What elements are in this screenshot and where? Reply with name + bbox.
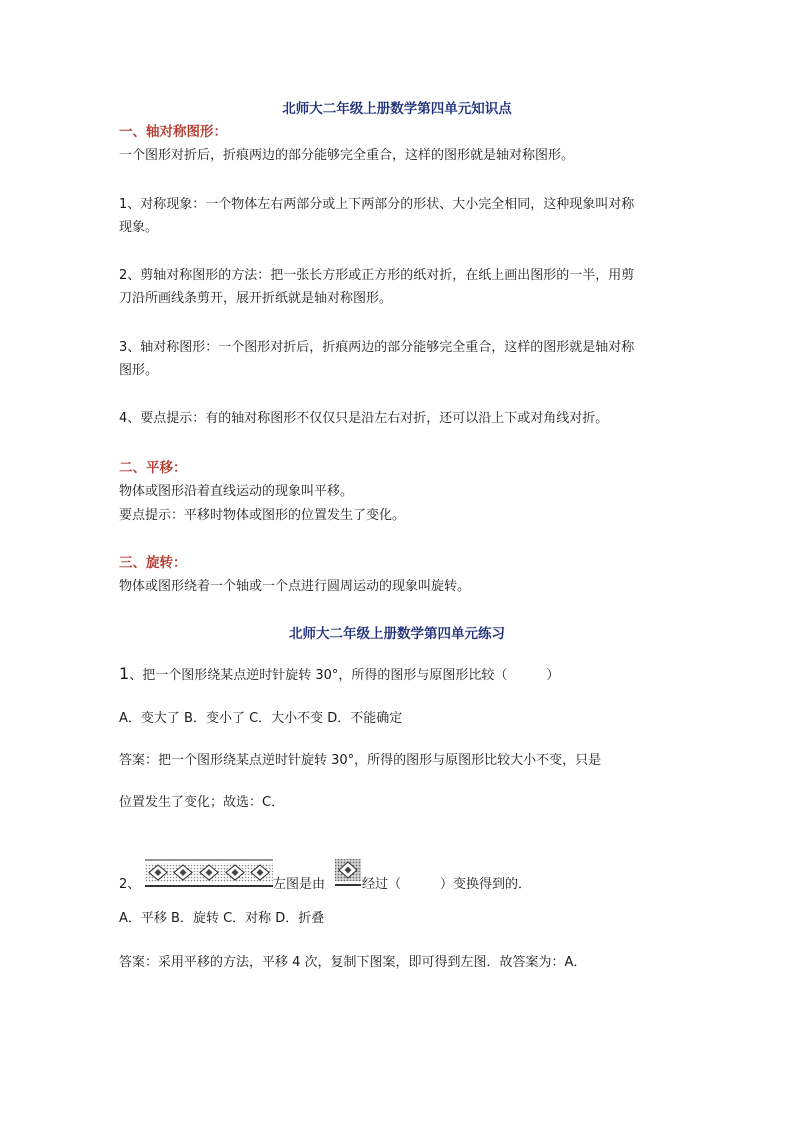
question2-text-end: 经过（ ）变换得到的．	[362, 877, 532, 892]
knowledge-title: 北师大二年级上册数学第四单元知识点	[282, 101, 512, 117]
question2-options: A．平移 B．旋转 C．对称 D．折叠	[119, 911, 325, 926]
point1-line2: 现象。	[119, 220, 159, 235]
section1-heading: 一、轴对称图形：	[119, 124, 227, 140]
point3-line2: 图形。	[119, 363, 159, 378]
question2-number: 2、	[119, 877, 141, 892]
point2-line1: 2、剪轴对称图形的方法：把一张长方形或正方形的纸对折，在纸上画出图形的一半，用剪	[119, 268, 635, 283]
point3-line1: 3、轴对称图形：一个图形对折后，折痕两边的部分能够完全重合，这样的图形就是轴对称	[119, 340, 635, 355]
practice-title: 北师大二年级上册数学第四单元练习	[289, 626, 505, 642]
question1-answer-line2: 位置发生了变化；故选：C．	[119, 795, 285, 810]
section2-line2: 要点提示：平移时物体或图形的位置发生了变化。	[119, 508, 406, 523]
question1-options: A．变大了 B．变小了 C．大小不变 D．不能确定	[119, 711, 403, 726]
question1-text: 、把一个图形绕某点逆时针旋转 30°，所得的图形与原图形比较（ ）	[129, 668, 560, 683]
section3-heading: 三、旋转：	[119, 555, 187, 571]
section2-line1: 物体或图形沿着直线运动的现象叫平移。	[119, 484, 354, 499]
pattern-unit-image	[334, 858, 362, 890]
point1-line1: 1、对称现象：一个物体左右两部分或上下两部分的形状、大小完全相同，这种现象叫对称	[119, 197, 635, 212]
point4: 4、要点提示：有的轴对称图形不仅仅只是沿左右对折，还可以沿上下或对角线对折。	[119, 411, 609, 426]
section3-line1: 物体或图形绕着一个轴或一个点进行圆周运动的现象叫旋转。	[119, 579, 471, 594]
pattern-strip-image	[145, 858, 273, 892]
section1-intro: 一个图形对折后，折痕两边的部分能够完全重合，这样的图形就是轴对称图形。	[119, 148, 575, 163]
question2-text-mid: 左图是由	[273, 877, 326, 892]
question1	[119, 666, 559, 684]
question1-answer-line1: 答案：把一个图形绕某点逆时针旋转 30°，所得的图形与原图形比较大小不变，只是	[119, 753, 602, 768]
point2-line2: 刀沿所画线条剪开，展开折纸就是轴对称图形。	[119, 291, 393, 306]
section2-heading: 二、平移：	[119, 460, 187, 476]
question2-answer: 答案：采用平移的方法，平移 4 次，复制下图案，即可得到左图．故答案为：A．	[119, 955, 587, 970]
question1-number: 1	[119, 664, 130, 683]
